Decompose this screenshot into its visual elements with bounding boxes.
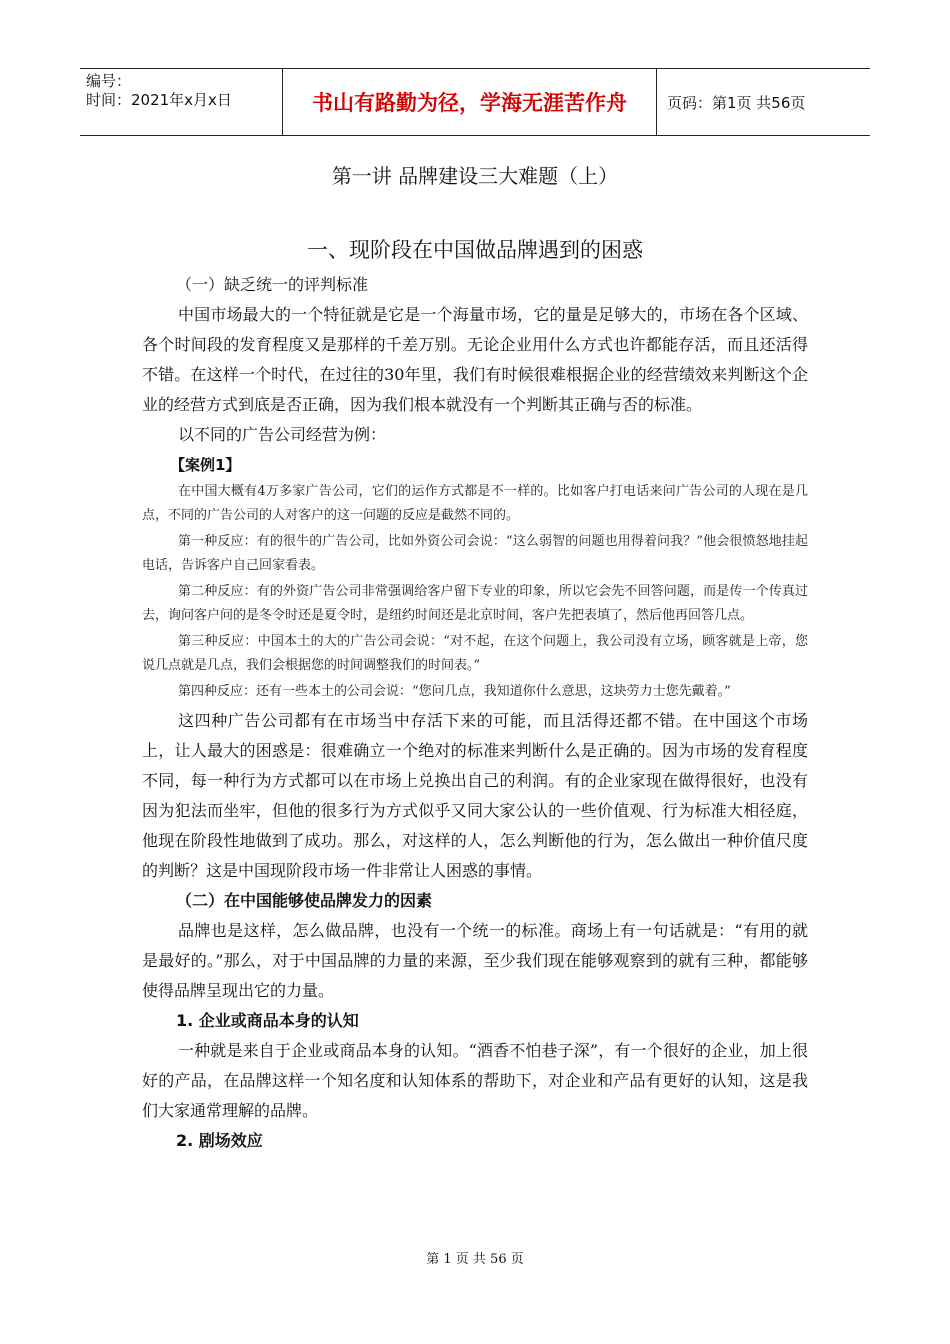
case-paragraph: 第三种反应：中国本土的大的广告公司会说：“对不起，在这个问题上，我公司没有立场，顾客就是上帝，您说几点就是几点，我们会根据您的时间调整我们的时间表。” xyxy=(142,634,808,673)
paragraph: 以不同的广告公司经营为例： xyxy=(178,425,387,444)
paragraph: 中国市场最大的一个特征就是它是一个海量市场，它的量是足够大的，市场在各个区域、各个时间段的发育程度又是那样的千差万别。无论企业用什么方式也许都能存活，而且还活得不错。在这样一个时代，在过往的30年里，我们有时候很难根据企业的经营绩效来判断这个企业的经营方式到底是否正确，因为我们根本就没有一个判断其正确与否的标准。 xyxy=(142,305,808,414)
subsection-heading-1: （一）缺乏统一的评判标准 xyxy=(176,275,369,294)
paragraph: 这四种广告公司都有在市场当中存活下来的可能，而且活得还都不错。在中国这个市场上，让人最大的困惑是：很难确立一个绝对的标准来判断什么是正确的。因为市场的发育程度不同，每一种行为方式都可以在市场上兑换出自己的利润。有的企业家现在做得很好，也没有因为犯法而坐牢，但他的很多行为方式似乎又同大家公认的一些价值观、行为标准大相径庭，他现在阶段性地做到了成功。那么，对这样的人，怎么判断他的行为，怎么做出一种价值尺度的判断？这是中国现阶段市场一件非常让人困惑的事情。 xyxy=(142,711,808,880)
header-motto: 书山有路勤为径，学海无涯苦作舟 xyxy=(283,69,657,135)
paragraph: 品牌也是这样，怎么做品牌，也没有一个统一的标准。商场上有一句话就是：“有用的就是最好的。”那么，对于中国品牌的力量的来源，至少我们现在能够观察到的就有三种，都能够使得品牌呈现出它的力量。 xyxy=(142,921,808,1000)
item-heading-2: 2. 剧场效应 xyxy=(176,1131,263,1150)
case-label: 【案例1】 xyxy=(170,456,241,474)
case-paragraph: 第四种反应：还有一些本土的公司会说：“您问几点，我知道你什么意思，这块劳力士您先戴着。” xyxy=(178,684,731,699)
header-meta xyxy=(80,69,283,135)
section-heading: 一、现阶段在中国做品牌遇到的困惑 xyxy=(307,238,643,262)
document-date: 时间：2021年x月x日 xyxy=(86,91,232,109)
document-number: 编号： xyxy=(86,72,132,90)
page-footer: 第 1 页 共 56 页 xyxy=(426,1252,524,1267)
header-table xyxy=(80,68,870,136)
document-body xyxy=(142,270,808,1156)
case-paragraph: 在中国大概有4万多家广告公司，它们的运作方式都是不一样的。比如客户打电话来问广告公司的人现在是几点，不同的广告公司的人对客户的这一问题的反应是截然不同的。 xyxy=(142,484,808,523)
case-paragraph: 第二种反应：有的外资广告公司非常强调给客户留下专业的印象，所以它会先不回答问题，而是传一个传真过去，询问客户问的是冬令时还是夏令时，是纽约时间还是北京时间，客户先把表填了，然后他再回答几点。 xyxy=(142,584,808,623)
subsection-heading-2: （二）在中国能够使品牌发力的因素 xyxy=(176,891,433,910)
paragraph: 一种就是来自于企业或商品本身的认知。“酒香不怕巷子深”，有一个很好的企业，加上很好的产品，在品牌这样一个知名度和认知体系的帮助下，对企业和产品有更好的认知，这是我们大家通常理解的品牌。 xyxy=(142,1041,808,1120)
header-page-info: 页码：第1页 共56页 xyxy=(667,93,806,112)
item-heading-1: 1. 企业或商品本身的认知 xyxy=(176,1011,359,1030)
page-title: 第一讲 品牌建设三大难题（上） xyxy=(331,164,619,188)
case-paragraph: 第一种反应：有的很牛的广告公司，比如外资公司会说：“这么弱智的问题也用得着问我？”他会很愤怒地挂起电话，告诉客户自己回家看表。 xyxy=(142,534,808,573)
